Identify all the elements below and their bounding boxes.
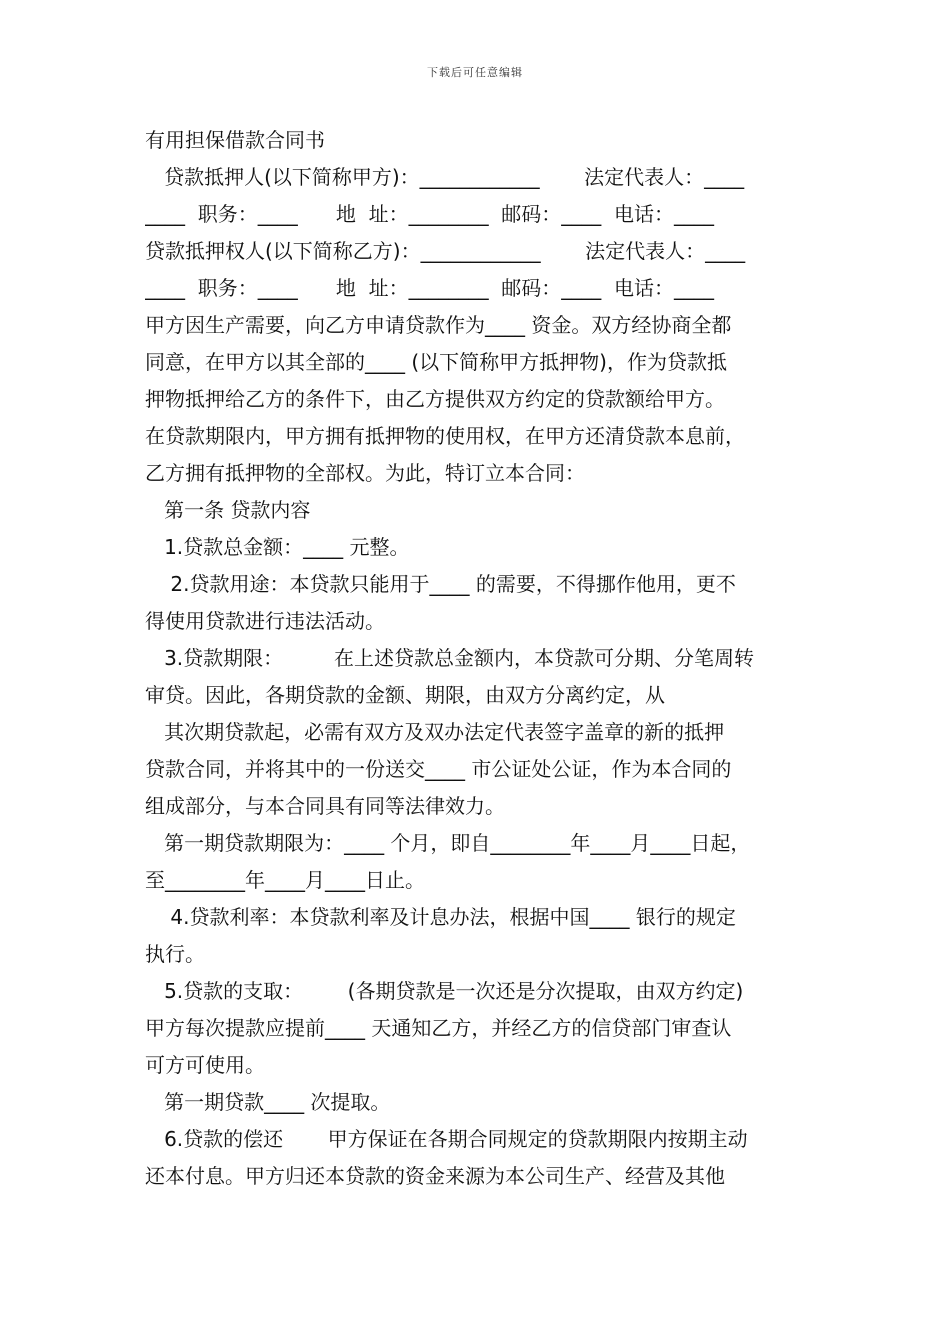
clause-line: 还本付息。甲方归还本贷款的资金来源为本公司生产、经营及其他 [145,1164,725,1188]
contract-body [145,122,815,1195]
party-b-line-1: 贷款抵押权人(以下简称乙方)：____________ 法定代表人：____ [145,239,746,263]
clause-line: 至________年____月____日止。 [145,868,425,892]
preamble-line: 同意，在甲方以其全部的____ (以下简称甲方抵押物)，作为贷款抵 [145,350,727,374]
party-b-line-2: ____ 职务：____ 地 址：________ 邮码：____ 电话：____ [145,276,715,300]
clause-line: 第一期贷款____ 次提取。 [145,1090,391,1114]
clause-line: 贷款合同，并将其中的一份送交____ 市公证处公证，作为本合同的 [145,757,732,781]
clause-line: 执行。 [145,942,205,966]
clause-line: 可方可使用。 [145,1053,265,1077]
clause-line: 5.贷款的支取： (各期贷款是一次还是分次提取，由双方约定) [145,979,744,1003]
preamble-line: 甲方因生产需要，向乙方申请贷款作为____ 资金。双方经协商全都 [145,313,732,337]
clause-line: 2.贷款用途：本贷款只能用于____ 的需要，不得挪作他用，更不 [145,572,736,596]
preamble-line: 在贷款期限内，甲方拥有抵押物的使用权，在甲方还清贷款本息前， [145,424,745,448]
clause-line: 其次期贷款起，必需有双方及双办法定代表签字盖章的新的抵押 [145,720,725,744]
clause-line: 1.贷款总金额：____ 元整。 [145,535,410,559]
clause-line: 组成部分，与本合同具有同等法律效力。 [145,794,505,818]
preamble-line: 乙方拥有抵押物的全部权。为此，特订立本合同： [145,461,585,485]
clause-line: 得使用贷款进行违法活动。 [145,609,385,633]
article-heading: 第一条 贷款内容 [145,498,311,522]
clause-line: 甲方每次提款应提前____ 天通知乙方，并经乙方的信贷部门审查认 [145,1016,732,1040]
party-a-line-2: ____ 职务：____ 地 址：________ 邮码：____ 电话：____ [145,202,715,226]
clause-line: 6.贷款的偿还 甲方保证在各期合同规定的贷款期限内按期主动 [145,1127,748,1151]
clause-line: 审贷。因此，各期贷款的金额、期限，由双方分离约定，从 [145,683,665,707]
page-header-note: 下载后可任意编辑 [427,66,523,79]
clause-line: 4.贷款利率：本贷款利率及计息办法，根据中国____ 银行的规定 [145,905,736,929]
party-a-line-1: 贷款抵押人(以下简称甲方)：____________ 法定代表人：____ [145,165,745,189]
document-title: 有用担保借款合同书 [145,128,325,152]
clause-line: 第一期贷款期限为：____ 个月，即自________年____月____日起， [145,831,751,855]
preamble-line: 押物抵押给乙方的条件下，由乙方提供双方约定的贷款额给甲方。 [145,387,725,411]
clause-line: 3.贷款期限： 在上述贷款总金额内，本贷款可分期、分笔周转 [145,646,755,670]
